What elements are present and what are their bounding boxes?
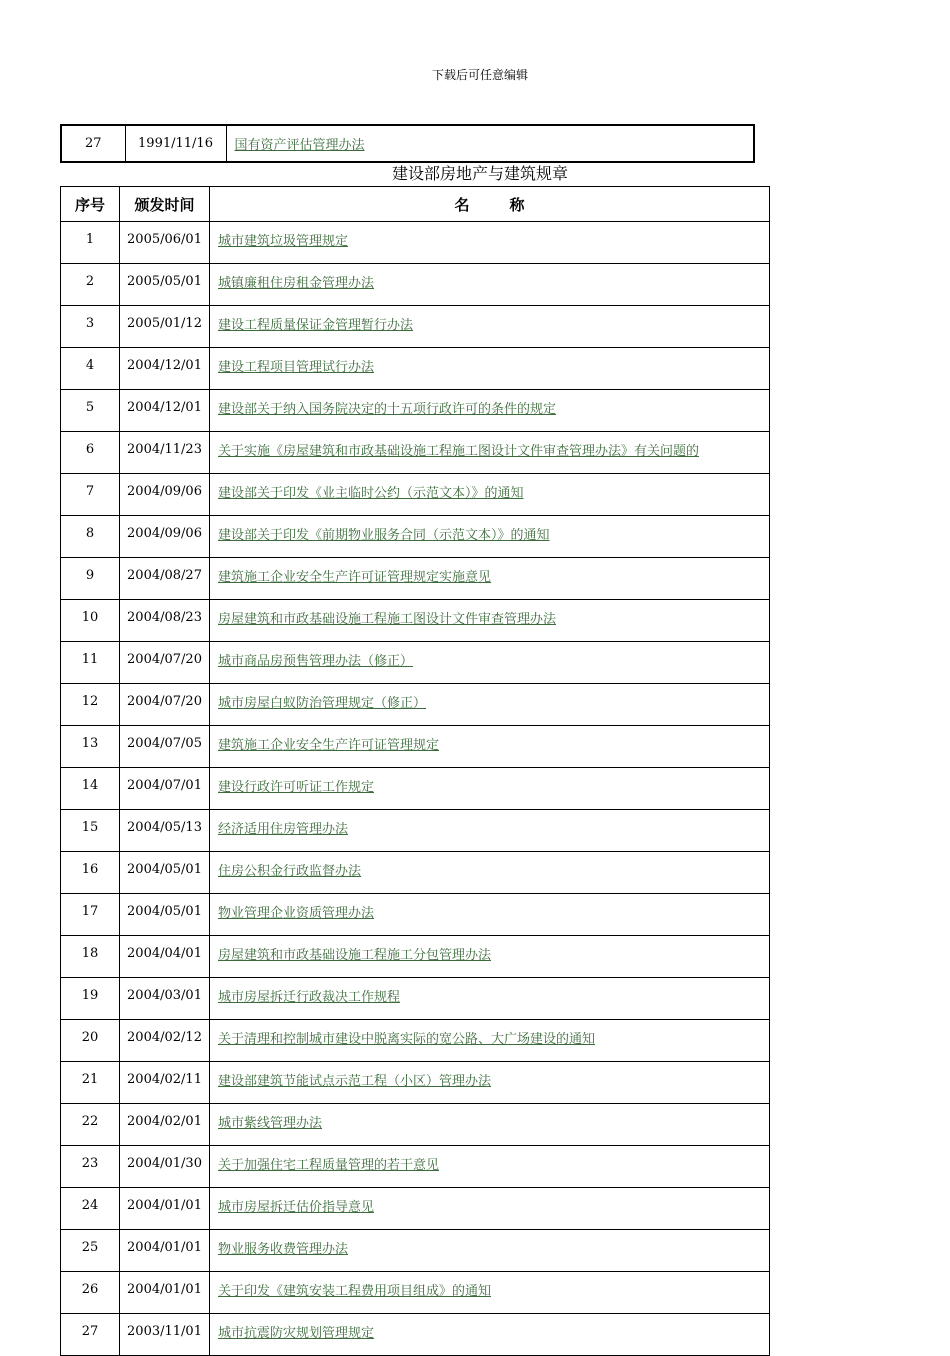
row-number: 25: [61, 1230, 120, 1272]
regulation-link[interactable]: 国有资产评估管理办法: [234, 138, 365, 153]
row-date: 2004/05/01: [120, 852, 210, 894]
row-date: 2004/01/01: [120, 1272, 210, 1314]
row-date: 2004/03/01: [120, 978, 210, 1020]
row-number: 19: [61, 978, 120, 1020]
regulation-link[interactable]: 城镇廉租住房租金管理办法: [218, 276, 375, 291]
row-date: 2004/07/01: [120, 768, 210, 810]
table-row: [61, 684, 770, 726]
row-date: 2005/01/12: [120, 306, 210, 348]
row-number: 13: [61, 726, 120, 768]
row-number: 17: [61, 894, 120, 936]
regulation-link[interactable]: 房屋建筑和市政基础设施工程施工分包管理办法: [218, 948, 492, 963]
column-header-num: 序号: [61, 187, 120, 222]
row-name-cell: [210, 348, 770, 390]
regulation-link[interactable]: 城市建筑垃圾管理规定: [218, 234, 349, 249]
regulation-link[interactable]: 建设工程质量保证金管理暂行办法: [218, 318, 414, 333]
table-row: [61, 768, 770, 810]
row-name-cell: [210, 1230, 770, 1272]
row-date: 2004/01/01: [120, 1188, 210, 1230]
table-row: [61, 1314, 770, 1356]
table-title: 建设部房地产与建筑规章: [391, 164, 568, 183]
regulations-table: [60, 186, 770, 1356]
row-name-cell: [210, 684, 770, 726]
table-row: [61, 852, 770, 894]
row-date: 2004/05/01: [120, 894, 210, 936]
regulation-link[interactable]: 关于印发《建筑安装工程费用项目组成》的通知: [218, 1284, 492, 1299]
row-number: 20: [61, 1020, 120, 1062]
row-number: 2: [61, 264, 120, 306]
row-number: 18: [61, 936, 120, 978]
row-number: 22: [61, 1104, 120, 1146]
table-row: [61, 1146, 770, 1188]
regulation-link[interactable]: 建筑施工企业安全生产许可证管理规定实施意见: [218, 570, 492, 585]
row-name-cell: [210, 264, 770, 306]
header-note: 下载后可任意编辑: [431, 68, 528, 82]
table-row: [61, 978, 770, 1020]
row-name-cell: [210, 1146, 770, 1188]
regulation-link[interactable]: 城市房屋白蚁防治管理规定（修正）: [218, 696, 427, 711]
row-name-cell: [210, 222, 770, 264]
regulation-link[interactable]: 住房公积金行政监督办法: [218, 864, 362, 879]
row-name-cell: [210, 936, 770, 978]
row-number: 12: [61, 684, 120, 726]
column-header-date: 颁发时间: [120, 187, 210, 222]
regulation-link[interactable]: 关于清理和控制城市建设中脱离实际的宽公路、大广场建设的通知: [218, 1032, 596, 1047]
row-name-cell: [210, 852, 770, 894]
row-name-cell: [210, 726, 770, 768]
row-name-cell: [210, 642, 770, 684]
row-date: 2004/09/06: [120, 516, 210, 558]
regulation-link[interactable]: 物业服务收费管理办法: [218, 1242, 349, 1257]
row-number: 6: [61, 432, 120, 474]
regulation-link[interactable]: 经济适用住房管理办法: [218, 822, 349, 837]
row-name-cell: [210, 1020, 770, 1062]
row-name-cell: [210, 1104, 770, 1146]
regulation-link[interactable]: 建设部建筑节能试点示范工程（小区）管理办法: [218, 1074, 492, 1089]
row-date: 2004/02/12: [120, 1020, 210, 1062]
row-name-cell: [210, 306, 770, 348]
row-date: 2005/06/01: [120, 222, 210, 264]
table-row: [61, 222, 770, 264]
row-number: 9: [61, 558, 120, 600]
table-row: [61, 432, 770, 474]
row-date: 2004/07/20: [120, 642, 210, 684]
row-number: 26: [61, 1272, 120, 1314]
regulation-link[interactable]: 建设部关于印发《业主临时公约（示范文本）》的通知: [218, 486, 524, 501]
table-row: [61, 558, 770, 600]
table-row: [61, 516, 770, 558]
table-row: [61, 348, 770, 390]
table-row: [61, 125, 754, 162]
row-date: 2004/07/20: [120, 684, 210, 726]
table-row: [61, 1104, 770, 1146]
row-name-cell: [210, 516, 770, 558]
row-date: 2004/12/01: [120, 348, 210, 390]
table-header-row: [61, 187, 770, 222]
row-number: 14: [61, 768, 120, 810]
row-date: 2004/01/01: [120, 1230, 210, 1272]
regulation-link[interactable]: 关于实施《房屋建筑和市政基础设施工程施工图设计文件审查管理办法》有关问题的: [218, 444, 700, 459]
table-row: [61, 390, 770, 432]
row-name-cell: [210, 978, 770, 1020]
table-row: [61, 936, 770, 978]
row-number: 11: [61, 642, 120, 684]
regulation-link[interactable]: 城市房屋拆迁行政裁决工作规程: [218, 990, 401, 1005]
row-number: 21: [61, 1062, 120, 1104]
regulation-link[interactable]: 建筑施工企业安全生产许可证管理规定: [218, 738, 440, 753]
row-date: 2004/11/23: [120, 432, 210, 474]
row-name-cell: [210, 1272, 770, 1314]
regulation-link[interactable]: 建设行政许可听证工作规定: [218, 780, 375, 795]
row-name-cell: [210, 474, 770, 516]
table-row: [61, 1020, 770, 1062]
row-date: 2004/02/01: [120, 1104, 210, 1146]
row-name-cell: [210, 600, 770, 642]
row-name-cell: [210, 810, 770, 852]
table-row: [61, 1272, 770, 1314]
table-row: [61, 642, 770, 684]
table-row: [61, 810, 770, 852]
row-number: 27: [61, 1314, 120, 1356]
row-date: 2004/04/01: [120, 936, 210, 978]
regulation-link[interactable]: 建设部关于纳入国务院决定的十五项行政许可的条件的规定: [218, 402, 557, 417]
row-date: 2004/02/11: [120, 1062, 210, 1104]
row-date: 2003/11/01: [120, 1314, 210, 1356]
row-name-cell: [210, 768, 770, 810]
table-row: [61, 264, 770, 306]
row-date: 2004/07/05: [120, 726, 210, 768]
table-row: [61, 1230, 770, 1272]
row-number: 15: [61, 810, 120, 852]
table-row: [61, 474, 770, 516]
regulation-link[interactable]: 建设工程项目管理试行办法: [218, 360, 375, 375]
regulation-link[interactable]: 房屋建筑和市政基础设施工程施工图设计文件审查管理办法: [218, 612, 557, 627]
row-date: 2004/01/30: [120, 1146, 210, 1188]
row-name-cell: [210, 894, 770, 936]
row-date: 2004/12/01: [120, 390, 210, 432]
table-body: [61, 222, 770, 1356]
regulation-link[interactable]: 物业管理企业资质管理办法: [218, 906, 375, 921]
regulation-link[interactable]: 城市紫线管理办法: [218, 1116, 323, 1131]
row-number: 16: [61, 852, 120, 894]
row-date: 2004/09/06: [120, 474, 210, 516]
column-header-name: 名称: [210, 187, 770, 222]
row-name-cell: [210, 390, 770, 432]
previous-table-fragment: [60, 124, 755, 163]
table-row: [61, 1188, 770, 1230]
row-name-cell: [210, 432, 770, 474]
row-number: 23: [61, 1146, 120, 1188]
row-number: 5: [61, 390, 120, 432]
row-name-cell: [226, 125, 754, 162]
table-row: [61, 600, 770, 642]
row-date: 2004/05/13: [120, 810, 210, 852]
table-row: [61, 726, 770, 768]
regulation-link[interactable]: 建设部关于印发《前期物业服务合同（示范文本）》的通知: [218, 528, 550, 543]
regulation-link[interactable]: 城市商品房预售管理办法（修正）: [218, 654, 414, 669]
row-number: 3: [61, 306, 120, 348]
row-number: 27: [61, 125, 125, 162]
row-name-cell: [210, 558, 770, 600]
row-number: 7: [61, 474, 120, 516]
row-number: 8: [61, 516, 120, 558]
regulation-link[interactable]: 关于加强住宅工程质量管理的若干意见: [218, 1158, 440, 1173]
row-date: 2005/05/01: [120, 264, 210, 306]
row-number: 10: [61, 600, 120, 642]
table-row: [61, 306, 770, 348]
row-number: 1: [61, 222, 120, 264]
regulation-link[interactable]: 城市房屋拆迁估价指导意见: [218, 1200, 375, 1215]
table-row: [61, 1062, 770, 1104]
row-number: 24: [61, 1188, 120, 1230]
row-name-cell: [210, 1188, 770, 1230]
regulation-link[interactable]: 城市抗震防灾规划管理规定: [218, 1326, 375, 1341]
row-date: 2004/08/27: [120, 558, 210, 600]
row-number: 4: [61, 348, 120, 390]
row-name-cell: [210, 1314, 770, 1356]
row-name-cell: [210, 1062, 770, 1104]
table-row: [61, 894, 770, 936]
row-date: 2004/08/23: [120, 600, 210, 642]
row-date: 1991/11/16: [125, 125, 226, 162]
